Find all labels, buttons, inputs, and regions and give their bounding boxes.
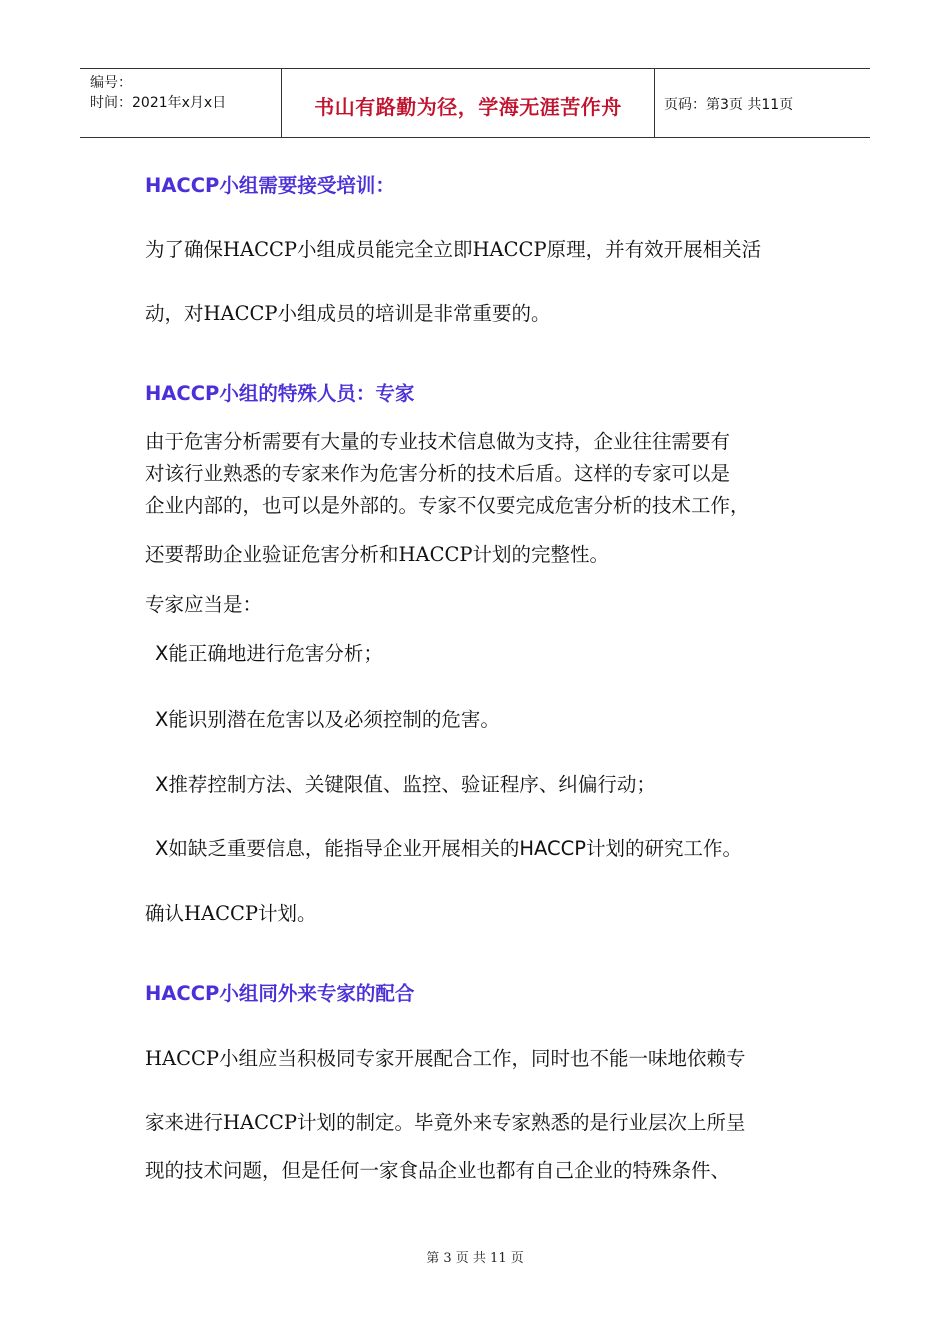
header-motto-cell (281, 69, 655, 137)
section-heading-cooperation: HACCP小组同外来专家的配合 (145, 982, 415, 1005)
paragraph-line: 企业内部的，也可以是外部的。专家不仅要完成危害分析的技术工作， (145, 494, 750, 517)
expert-requirement-item: X如缺乏重要信息，能指导企业开展相关的HACCP计划的研究工作。 (155, 837, 743, 860)
paragraph-line: 由于危害分析需要有大量的专业技术信息做为支持，企业往往需要有 (145, 430, 731, 453)
paragraph-line: 动，对HACCP小组成员的培训是非常重要的。 (145, 302, 551, 325)
paragraph-line: HACCP小组应当积极同专家开展配合工作，同时也不能一味地依赖专 (145, 1047, 746, 1070)
expert-requirement-item: X能正确地进行危害分析； (155, 642, 383, 665)
paragraph-line: 现的技术问题，但是任何一家食品企业也都有自己企业的特殊条件、 (145, 1159, 731, 1182)
header-info-cell (80, 69, 281, 137)
document-number-label: 编号： (90, 75, 132, 91)
paragraph-line: 还要帮助企业验证危害分析和HACCP计划的完整性。 (145, 543, 610, 566)
document-date-label: 时间：2021年x月x日 (90, 95, 227, 111)
section-heading-experts: HACCP小组的特殊人员：专家 (145, 382, 415, 405)
expert-requirement-item: X能识别潜在危害以及必须控制的危害。 (155, 708, 500, 731)
paragraph-line: 家来进行HACCP计划的制定。毕竟外来专家熟悉的是行业层次上所呈 (145, 1111, 746, 1134)
header-page-cell (654, 69, 870, 137)
paragraph-line: 专家应当是： (145, 593, 263, 616)
section-heading-training: HACCP小组需要接受培训： (145, 174, 395, 197)
header-page-number: 页码：第3页 共11页 (664, 97, 794, 113)
expert-requirement-item: X推荐控制方法、关键限值、监控、验证程序、纠偏行动； (155, 773, 656, 796)
header-motto: 书山有路勤为径，学海无涯苦作舟 (314, 95, 622, 119)
page-header (80, 68, 870, 138)
paragraph-line: 为了确保HACCP小组成员能完全立即HACCP原理，并有效开展相关活 (145, 238, 762, 261)
page-footer-number: 第 3 页 共 11 页 (426, 1251, 524, 1266)
paragraph-line: 确认HACCP计划。 (145, 902, 317, 925)
paragraph-line: 对该行业熟悉的专家来作为危害分析的技术后盾。这样的专家可以是 (145, 462, 731, 485)
